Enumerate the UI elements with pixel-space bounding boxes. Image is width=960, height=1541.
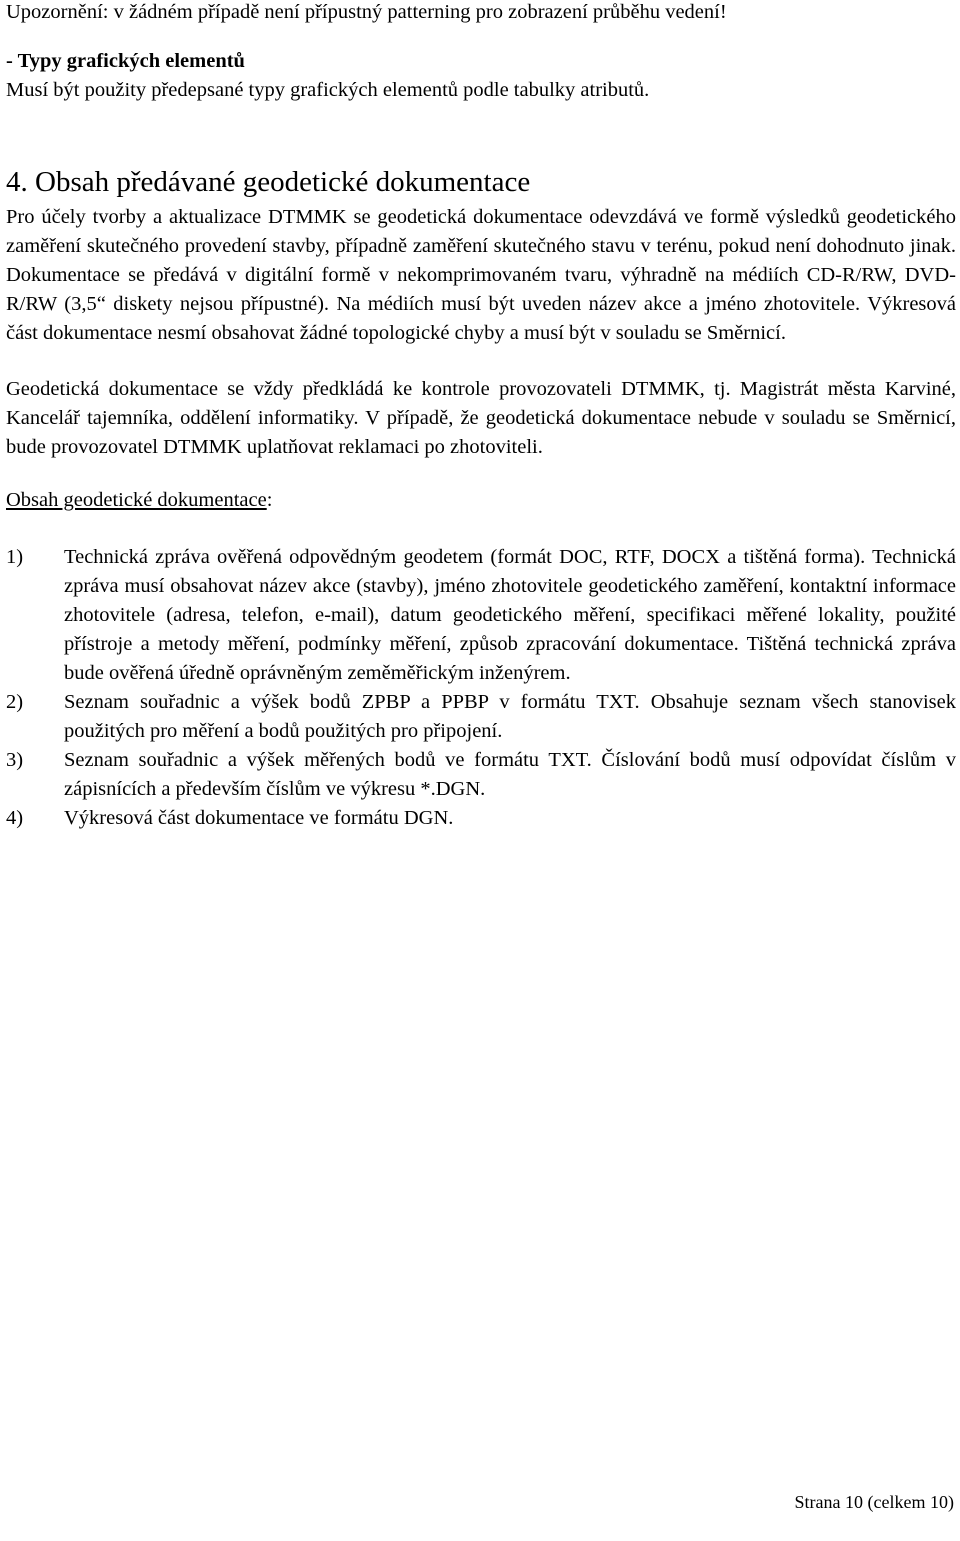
list-item <box>6 688 956 746</box>
warning-text: Upozornění: v žádném případě není přípustný patterning pro zobrazení průběhu vedení! <box>6 1 727 23</box>
list-item-number: 3) <box>6 749 24 771</box>
list-item-number: 1) <box>6 546 24 568</box>
list-item <box>6 543 956 688</box>
section-4-title: 4. Obsah předávané geodetické dokumentace <box>6 166 531 198</box>
graphic-elements-heading: - Typy grafických elementů <box>6 50 245 72</box>
section-4-paragraph-1: Pro účely tvorby a aktualizace DTMMK se geodetická dokumentace odevzdává ve formě výsledků geodetického zaměření skutečného provedení stavby, případně zaměření skutečného stavu v terénu, pokud není dohodnuto jinak. Dokumentace se předává v digitální formě v nekomprimovaném tvaru, výhradně na médiích CD-R/RW, DVD-R/RW (3,5“ diskety nejsou přípustné). Na médiích musí být uveden název akce a jméno zhotovitele. Výkresová část dokumentace nesmí obsahovat žádné topologické chyby a musí být v souladu se Směrnicí. <box>6 206 956 344</box>
page-number-footer: Strana 10 (celkem 10) <box>794 1492 954 1512</box>
list-item-number: 4) <box>6 807 24 829</box>
content-label-text: Obsah geodetické dokumentace <box>6 489 267 511</box>
spacer <box>6 27 956 47</box>
content-label <box>6 486 956 515</box>
document-page <box>6 0 956 833</box>
list-item-text: Výkresová část dokumentace ve formátu DGN. <box>64 807 454 829</box>
list-item <box>6 746 956 804</box>
list-item-text: Seznam souřadnic a výšek měřených bodů ve formátu TXT. Číslování bodů musí odpovídat číslům v zápisnících a především číslům ve výkresu *.DGN. <box>64 749 956 800</box>
graphic-elements-text: Musí být použity předepsané typy grafických elementů podle tabulky atributů. <box>6 79 650 101</box>
content-list <box>6 543 956 833</box>
section-4-paragraph-2: Geodetická dokumentace se vždy předkládá ke kontrole provozovateli DTMMK, tj. Magistrát města Karviné, Kancelář tajemníka, oddělení informatiky. V případě, že geodetická dokumentace nebude v souladu se Směrnicí, bude provozovatel DTMMK uplatňovat reklamaci po zhotoviteli. <box>6 378 956 458</box>
list-item-number: 2) <box>6 691 24 713</box>
list-item <box>6 804 956 833</box>
list-item-text: Seznam souřadnic a výšek bodů ZPBP a PPBP v formátu TXT. Obsahuje seznam všech stanovisek použitých pro měření a bodů použitých pro připojení. <box>64 691 956 742</box>
content-label-suffix: : <box>266 489 273 511</box>
list-item-text: Technická zpráva ověřená odpovědným geodetem (formát DOC, RTF, DOCX a tištěná forma). Technická zpráva musí obsahovat název akce (stavby), jméno zhotovitele geodetického zaměření, kontaktní informace zhotovitele (adresa, telefon, e-mail), datum geodetického měření, specifikaci měřené lokality, použité přístroje a metody měření, podmínky měření, způsob zpracování dokumentace. Tištěná technická zpráva bude ověřená úředně oprávněným zeměměřickým inženýrem. <box>64 546 956 684</box>
